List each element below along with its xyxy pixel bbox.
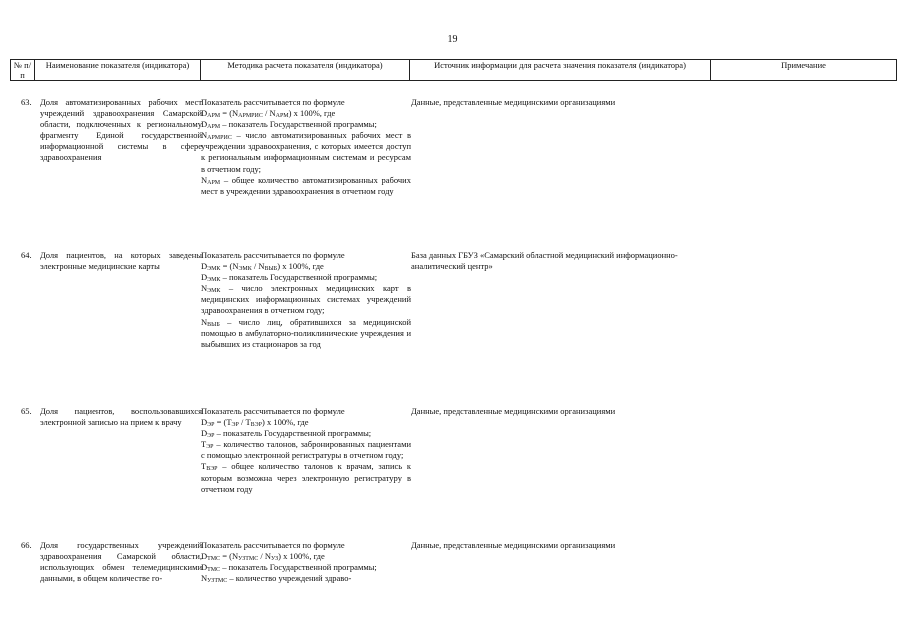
- method-line: $D_{ЭР} = (Т_{ЭР} / Т_{ВЭР})$ x 100%, где: [201, 417, 309, 429]
- method-line: Показатель рассчитывается по формуле: [201, 97, 345, 107]
- method-description: [201, 406, 411, 495]
- method-line: $D_{ЭР}$ – показатель Государственной программы;: [201, 428, 372, 440]
- method-line: $D_{ЭМК} = (N_{ЭМК} / N_{ВЫБ})$ x 100%, где: [201, 261, 324, 273]
- method-line: $N_{ЭМК}$ – число электронных медицинских карт в медицинских информационных системах учреждений здравоохранения в отчетном году;: [201, 283, 411, 316]
- method-line: $D_{АРМ}$ – показатель Государственной программы;: [201, 119, 377, 131]
- method-line: Показатель рассчитывается по формуле: [201, 540, 345, 550]
- header-col-name: Наименование показателя (индикатора): [35, 60, 201, 81]
- source-info: Данные, представленные медицинскими организациями: [411, 540, 616, 550]
- method-line: $N_{ВЫБ}$ – число лиц, обратившихся за медицинской помощью в амбулаторно-поликлинические учреждения и выбывших из стационаров за год: [201, 316, 411, 349]
- indicator-name: Доля пациентов, воспользовавшихся электронной записью на прием к врачу: [40, 406, 202, 428]
- method-line: $N_{АРМ}$ – общее количество автоматизированных рабочих мест в учреждении здравоохранения в отчетном году: [201, 174, 411, 196]
- row-number: 64.: [21, 250, 32, 260]
- method-line: $D_{ЭМК}$ – показатель Государственной программы;: [201, 272, 378, 284]
- row-number: 65.: [21, 406, 32, 416]
- method-line: $D_{ТМС}$ – показатель Государственной программы;: [201, 562, 377, 574]
- header-col-source: Источник информации для расчета значения показателя (индикатора): [410, 60, 711, 81]
- source-info: Данные, представленные медицинскими организациями: [411, 406, 616, 416]
- header-col-note: Примечание: [711, 60, 897, 81]
- method-line: Показатель рассчитывается по формуле: [201, 406, 345, 416]
- indicator-name: Доля пациентов, на которых заведены электронные медицинские карты: [40, 250, 202, 272]
- method-description: [201, 540, 411, 584]
- header-col-method: Методика расчета показателя (индикатора): [201, 60, 410, 81]
- table-header: [10, 59, 897, 81]
- header-col-num: № п/п: [11, 60, 35, 81]
- source-info: Данные, представленные медицинскими организациями: [411, 97, 616, 107]
- method-line: Показатель рассчитывается по формуле: [201, 250, 345, 260]
- method-line: $N_{УЗТМС}$ – количество учреждений здраво-: [201, 573, 352, 585]
- method-line: $D_{ТМС} = (N_{УЗТМС} / N_{УЗ})$ x 100%, где: [201, 551, 325, 563]
- row-number: 63.: [21, 97, 32, 107]
- method-description: [201, 97, 411, 197]
- method-line: $Т_{ВЭР}$ – общее количество талонов к врачам, запись к которым возможна через электронную регистратуру в отчетном году: [201, 461, 411, 494]
- indicator-name: Доля государственных учреждений здравоохранения Самарской области, использующих обмен телемедицинскими данными, в общем количестве го-: [40, 540, 202, 584]
- source-info: База данных ГБУЗ «Самарский областной медицинский информационно-аналитический центр»: [411, 250, 678, 272]
- method-description: [201, 250, 411, 350]
- indicator-name: Доля автоматизированных рабочих мест учреждений здравоохранения Самарской области, подключенных к региональному фрагменту Единой государственной информационной системы в сфере здравоохранения: [40, 97, 202, 163]
- method-line: $N_{АРМРИС}$ – число автоматизированных рабочих мест в учреждении здравоохранения, с которых имеется доступ к региональным информационным системам и ресурсам в отчетном году;: [201, 130, 411, 174]
- method-line: $Т_{ЭР}$ – количество талонов, забронированных пациентами с помощью электронной регистратуры в отчетном году;: [201, 439, 411, 461]
- row-number: 66.: [21, 540, 32, 550]
- page-number: 19: [447, 34, 458, 45]
- method-line: $D_{АРМ} = (N_{АРМРИС} / N_{АРМ})$ x 100%, где: [201, 108, 336, 120]
